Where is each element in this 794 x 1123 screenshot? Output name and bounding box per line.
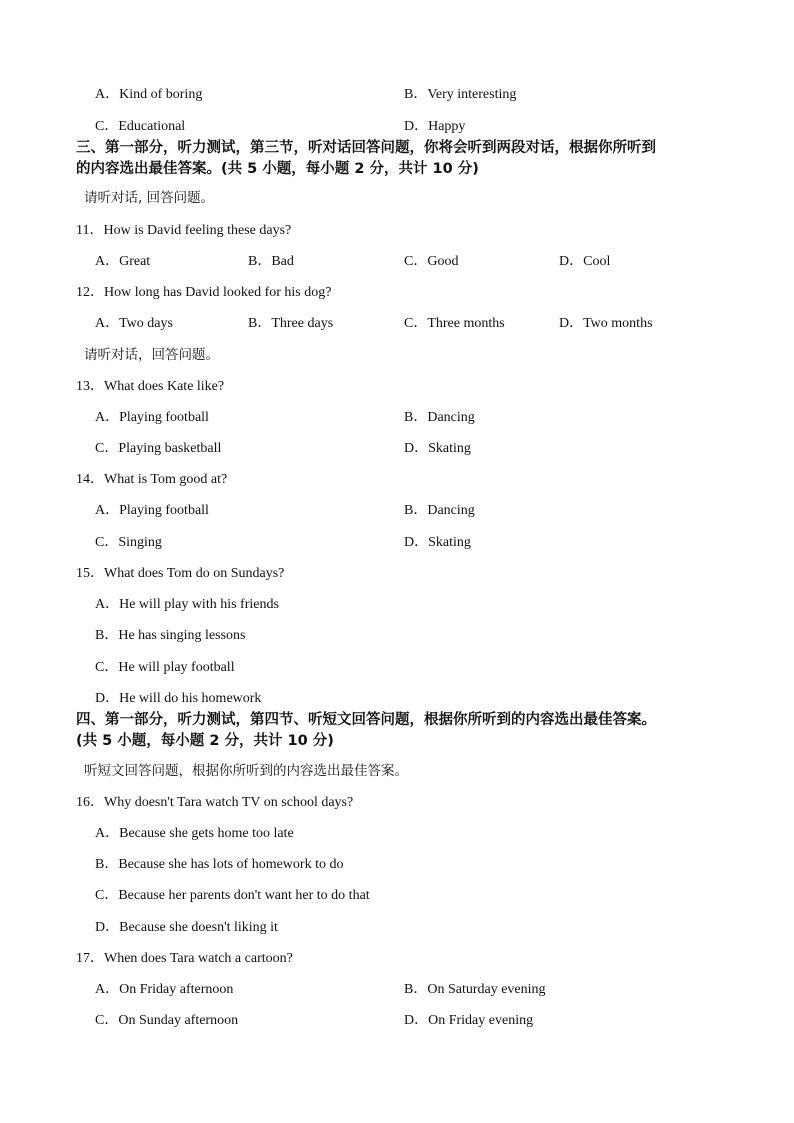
section4-heading [76,710,736,752]
question-11-stem: 11．How is David feeling these days? [76,223,292,238]
q14-option-a: A．Playing football [95,503,209,518]
question-13-stem: 13．What does Kate like? [76,379,225,394]
q13-option-d: D．Skating [404,441,471,456]
q12-option-c: C．Three months [404,316,505,331]
q13-option-c: C．Playing basketball [95,441,222,456]
q13-option-a: A．Playing football [95,410,209,425]
section3-heading-line2: 的内容选出最佳答案。(共 5 小题，每小题 2 分，共计 10 分) [76,161,479,177]
q15-option-d: D．He will do his homework [95,691,262,706]
q15-option-b: B．He has singing lessons [95,628,246,643]
q10-option-c: C．Educational [95,119,186,134]
q12-option-a: A．Two days [95,316,173,331]
q12-option-d: D．Two months [559,316,653,331]
section3-instruction-2: 请听对话，回答问题。 [84,347,219,363]
q16-option-d: D．Because she doesn't liking it [95,920,278,935]
question-12-stem: 12．How long has David looked for his dog? [76,285,332,300]
question-14-stem: 14．What is Tom good at? [76,472,228,487]
q15-option-c: C．He will play football [95,660,235,675]
section3-heading-line1: 三、第一部分，听力测试，第三节，听对话回答问题，你将会听到两段对话，根据你所听到 [76,140,656,156]
section4-instruction: 听短文回答问题，根据你所听到的内容选出最佳答案。 [84,763,408,779]
q14-option-c: C．Singing [95,535,162,550]
q16-option-c: C．Because her parents don't want her to do that [95,888,370,903]
q13-option-b: B．Dancing [404,410,475,425]
q17-option-c: C．On Sunday afternoon [95,1013,239,1028]
q16-option-a: A．Because she gets home too late [95,826,294,841]
q14-option-d: D．Skating [404,535,471,550]
question-16-stem: 16．Why doesn't Tara watch TV on school days? [76,795,354,810]
q14-option-b: B．Dancing [404,503,475,518]
q16-option-b: B．Because she has lots of homework to do [95,857,344,872]
q10-option-a: A．Kind of boring [95,87,203,102]
q11-option-b: B．Bad [248,254,294,269]
q17-option-a: A．On Friday afternoon [95,982,234,997]
section4-heading-line1: 四、第一部分，听力测试，第四节、听短文回答问题，根据你所听到的内容选出最佳答案。 [76,712,656,728]
q17-option-b: B．On Saturday evening [404,982,546,997]
q11-option-a: A．Great [95,254,151,269]
question-15-stem: 15．What does Tom do on Sundays? [76,566,285,581]
q12-option-b: B．Three days [248,316,334,331]
section3-instruction-1: 请听对话, 回答问题。 [84,190,215,206]
section4-heading-line2: (共 5 小题，每小题 2 分，共计 10 分) [76,733,334,749]
question-17-stem: 17．When does Tara watch a cartoon? [76,951,293,966]
q11-option-d: D．Cool [559,254,611,269]
q11-option-c: C．Good [404,254,459,269]
section3-heading [76,138,736,180]
q10-option-b: B．Very interesting [404,87,517,102]
q10-option-d: D．Happy [404,119,466,134]
q15-option-a: A．He will play with his friends [95,597,279,612]
q17-option-d: D．On Friday evening [404,1013,534,1028]
